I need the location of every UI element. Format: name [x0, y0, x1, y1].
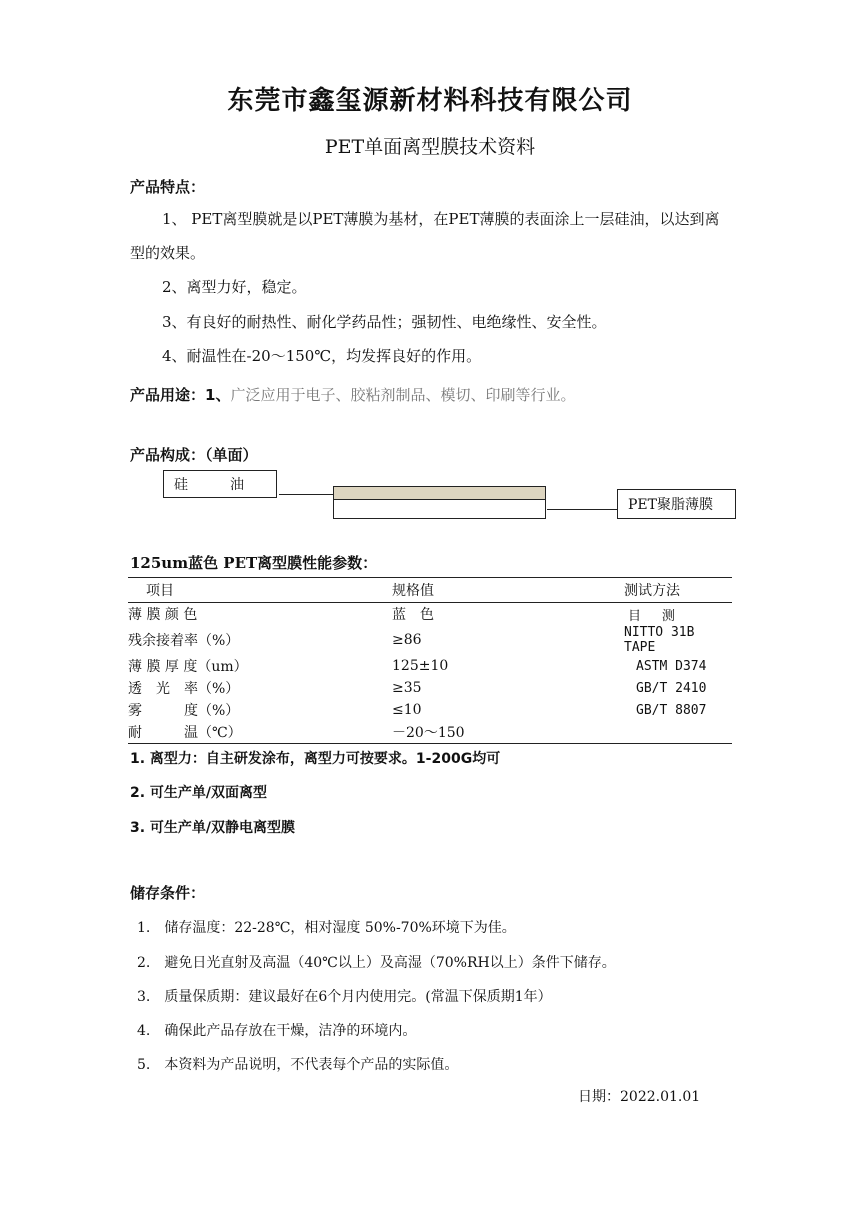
silicone-connector [279, 494, 333, 495]
document-title: PET单面离型膜技术资料 [324, 136, 536, 158]
storage-heading: 储存条件： [130, 884, 206, 902]
table-row [128, 677, 732, 699]
row-item: 薄 膜 颜 色 [128, 607, 198, 623]
row-spec: ≥86 [392, 632, 422, 648]
usage-text: 广泛应用于电子、胶粘剂制品、模切、印刷等行业。 [230, 386, 576, 404]
table-row [128, 625, 732, 655]
features-heading: 产品特点： [130, 178, 206, 196]
row-item: 透 光 率（%） [128, 681, 240, 697]
row-method: NITTO 31B TAPE [624, 625, 695, 655]
film-connector [547, 509, 617, 510]
row-spec: －20～150 [392, 725, 465, 741]
storage-item: 4. 确保此产品存放在干燥，洁净的环境内。 [137, 1023, 417, 1039]
params-table [128, 577, 732, 744]
composition-heading: 产品构成：（单面） [130, 446, 258, 464]
feature-item: 2、离型力好，稳定。 [162, 278, 307, 296]
film-label: PET聚脂薄膜 [628, 497, 713, 513]
usage-heading: 产品用途： [130, 386, 206, 404]
header-spec: 规格值 [392, 583, 434, 599]
row-spec: 蓝 色 [392, 607, 434, 623]
company-name: 东莞市鑫玺源新材料科技有限公司 [227, 86, 633, 116]
row-method [624, 721, 732, 744]
silicone-label: 硅 油 [174, 477, 244, 493]
storage-item: 5. 本资料为产品说明，不代表每个产品的实际值。 [137, 1057, 459, 1073]
storage-item: 1. 储存温度：22-28℃，相对湿度 50%-70%环境下为佳。 [137, 920, 516, 936]
feature-item: 型的效果。 [130, 244, 206, 262]
table-row [128, 603, 732, 626]
feature-item: 3、有良好的耐热性、耐化学药品性；强韧性、电绝缘性、安全性。 [162, 313, 607, 331]
usage-prefix: 1、 [205, 386, 231, 404]
document-date: 日期：2022.01.01 [578, 1089, 701, 1105]
row-method: 目 测 [628, 608, 675, 624]
header-method: 测试方法 [624, 583, 680, 599]
pet-film-layer [333, 500, 546, 519]
storage-item: 2. 避免日光直射及高温（40℃以上）及高湿（70%RH以上）条件下储存。 [137, 955, 616, 971]
table-row [128, 699, 732, 721]
feature-item: 4、耐温性在-20～150℃，均发挥良好的作用。 [162, 347, 482, 365]
row-item: 耐 温（℃） [128, 725, 242, 741]
row-item: 残余接着率（%） [128, 633, 240, 649]
table-row [128, 721, 732, 744]
film-label-box [617, 489, 736, 519]
feature-item: 1、 PET离型膜就是以PET薄膜为基材，在PET薄膜的表面涂上一层硅油，以达到离 [162, 210, 720, 228]
silicone-label-box [163, 470, 277, 498]
params-header-row [128, 578, 732, 603]
note-item: 2. 可生产单/双面离型 [130, 785, 268, 801]
row-spec: 125±10 [392, 658, 449, 674]
row-method: GB/T 2410 [636, 680, 707, 696]
note-item: 3. 可生产单/双静电离型膜 [130, 820, 296, 836]
row-method: ASTM D374 [636, 658, 707, 674]
row-spec: ≤10 [392, 702, 422, 718]
usage-line [130, 384, 575, 405]
header-item: 项目 [146, 583, 174, 599]
row-item: 薄 膜 厚 度（um） [128, 659, 248, 675]
table-row [128, 655, 732, 677]
note-item: 1. 离型力：自主研发涂布，离型力可按要求。1-200G均可 [130, 751, 501, 767]
params-title: 125um蓝色 PET离型膜性能参数： [130, 554, 378, 572]
row-spec: ≥35 [392, 680, 422, 696]
row-item: 雾 度（%） [128, 703, 240, 719]
silicone-layer [333, 486, 546, 500]
storage-item: 3. 质量保质期：建议最好在6个月内使用完。(常温下保质期1年） [137, 989, 552, 1005]
row-method: GB/T 8807 [636, 702, 707, 718]
